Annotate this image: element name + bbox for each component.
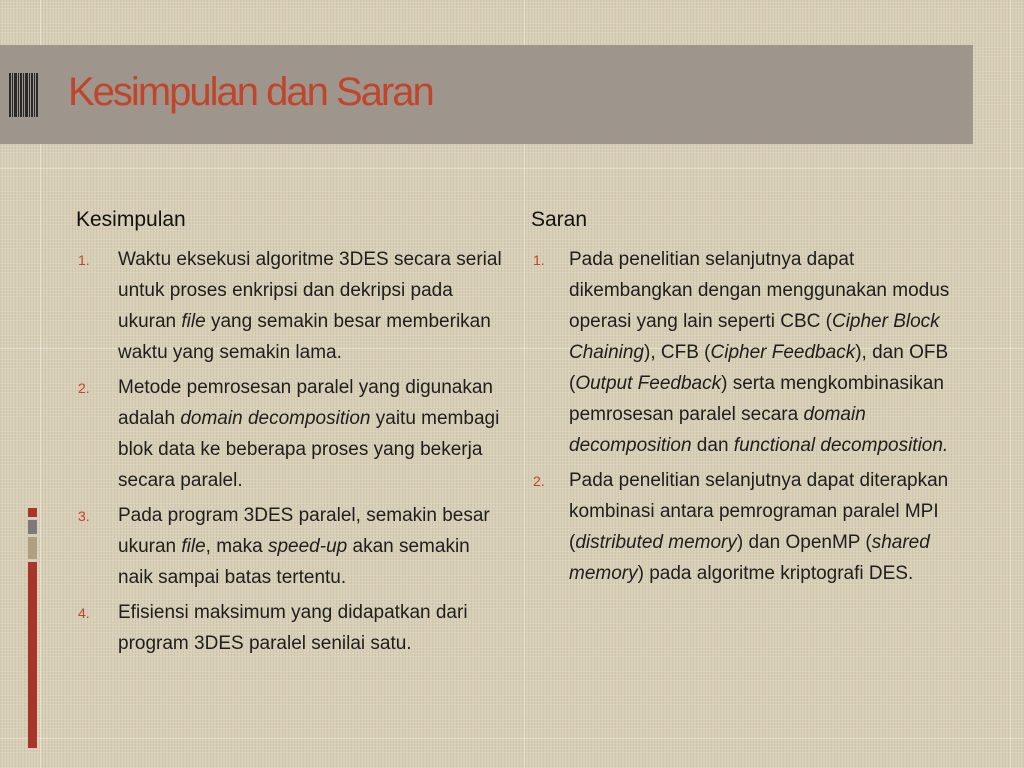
barcode-decoration xyxy=(0,45,40,144)
italic-text: file xyxy=(181,536,206,557)
list-number: 3. xyxy=(78,508,90,524)
grid-line xyxy=(0,168,1024,169)
item-text: ) pada algoritme kriptografi DES. xyxy=(637,563,914,584)
italic-text: domain decomposition xyxy=(180,408,371,429)
list-number: 1. xyxy=(78,252,90,268)
item-text: ) serta mengkombinasikan pemrosesan paralel secara xyxy=(569,373,944,425)
kesimpulan-column xyxy=(76,208,506,663)
list-number: 2. xyxy=(78,380,90,396)
saran-column xyxy=(531,208,971,593)
italic-text: domain decomposition xyxy=(569,404,866,456)
item-text: dan xyxy=(691,435,734,456)
item-text: , maka xyxy=(205,536,268,557)
grid-line xyxy=(0,738,1024,739)
item-text: yaitu membagi blok data ke beberapa proses yang bekerja secara paralel. xyxy=(118,408,500,491)
left-item xyxy=(76,597,506,659)
left-item xyxy=(76,372,506,496)
item-text: yang semakin besar memberikan waktu yang semakin lama. xyxy=(118,311,491,363)
grid-line xyxy=(1010,0,1011,768)
item-text: ), dan OFB ( xyxy=(569,342,949,394)
item-text: Pada penelitian selanjutnya dapat dikembangkan dengan menggunakan modus operasi yang lain seperti CBC ( xyxy=(569,249,950,332)
item-text: akan semakin naik sampai batas tertentu. xyxy=(118,536,470,588)
saran-heading: Saran xyxy=(531,208,588,231)
kesimpulan-list xyxy=(76,244,506,659)
italic-text: distributed memory xyxy=(575,532,737,553)
slide-title: Kesimpulan dan Saran xyxy=(68,70,433,114)
kesimpulan-heading: Kesimpulan xyxy=(76,208,186,231)
saran-list xyxy=(531,244,971,589)
accent-bars xyxy=(28,508,37,751)
item-text: ), CFB ( xyxy=(644,342,711,363)
italic-text: speed-up xyxy=(267,536,348,557)
item-text: Pada program 3DES paralel, semakin besar ukuran xyxy=(118,505,490,557)
list-number: 1. xyxy=(533,252,545,268)
italic-text: file xyxy=(181,311,206,332)
right-item xyxy=(531,244,971,461)
list-number: 4. xyxy=(78,605,90,621)
italic-text: Output Feedback xyxy=(575,373,722,394)
italic-text: Cipher Block Chaining xyxy=(569,311,940,363)
left-item xyxy=(76,244,506,368)
item-text: Efisiensi maksimum yang didapatkan dari program 3DES paralel senilai satu. xyxy=(118,602,468,654)
italic-text: functional decomposition. xyxy=(733,435,949,456)
right-item xyxy=(531,465,971,589)
item-text: Metode pemrosesan paralel yang digunakan adalah xyxy=(118,377,493,429)
item-text: Waktu eksekusi algoritme 3DES secara serial untuk proses enkripsi dan dekripsi pada ukuran xyxy=(118,249,502,332)
item-text: Pada penelitian selanjutnya dapat diterapkan kombinasi antara pemrograman paralel MPI ( xyxy=(569,470,949,553)
item-text: ) dan OpenMP ( xyxy=(736,532,872,553)
italic-text: shared memory xyxy=(569,532,930,584)
left-item xyxy=(76,500,506,593)
italic-text: Cipher Feedback xyxy=(710,342,856,363)
list-number: 2. xyxy=(533,473,545,489)
